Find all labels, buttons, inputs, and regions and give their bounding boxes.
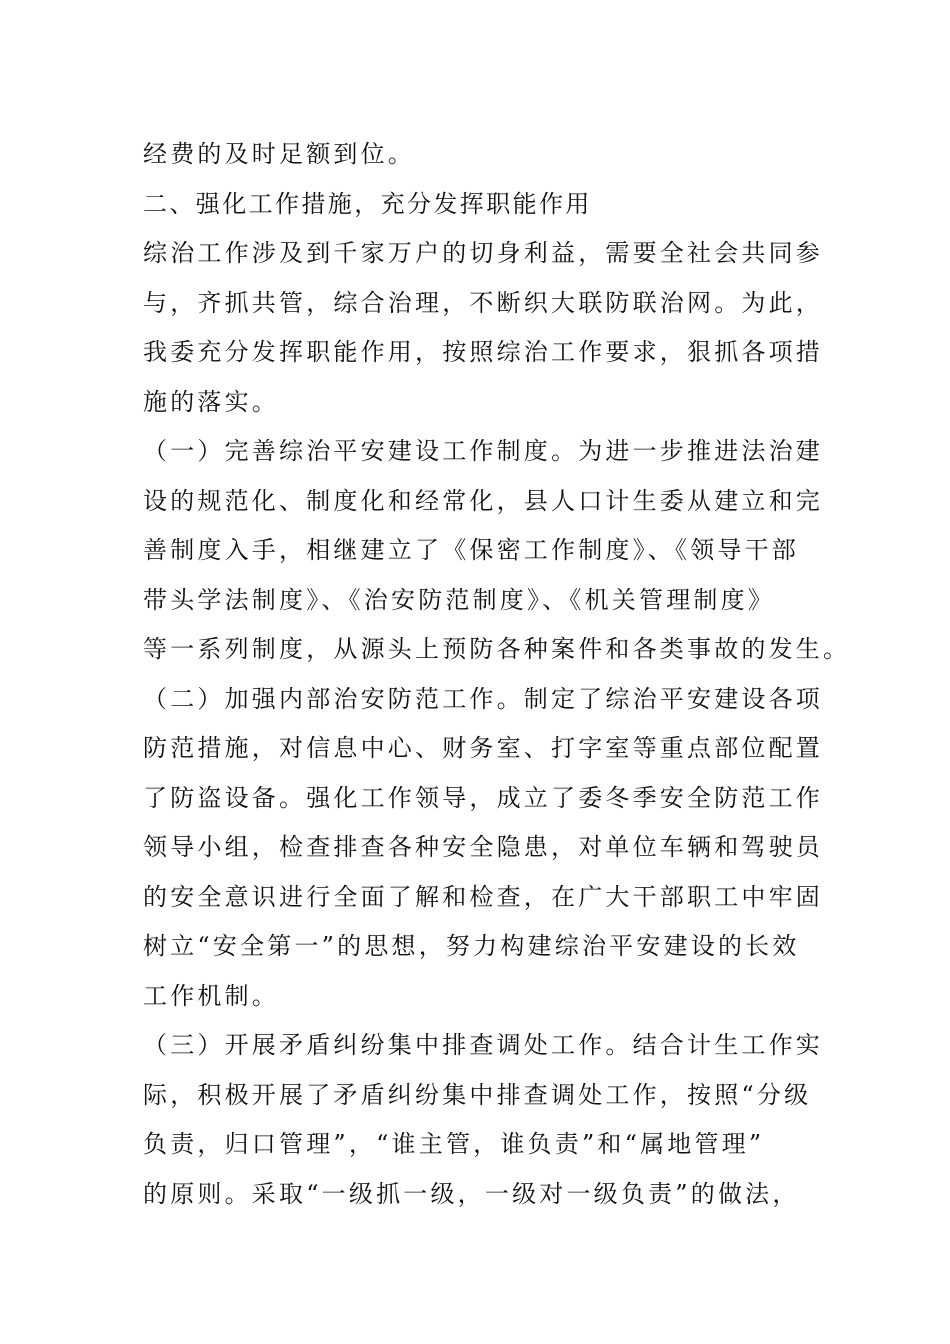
- text-line: （三）开展矛盾纠纷集中排查调处工作。结合计生工作实: [143, 1031, 823, 1059]
- text-line: 善制度入手，相继建立了《保密工作制度》、《领导干部: [143, 536, 799, 564]
- text-line: 了防盗设备。强化工作领导，成立了委冬季安全防范工作: [143, 783, 823, 812]
- text-line: 施的落实。: [143, 387, 279, 416]
- text-line: 工作机制。: [143, 981, 279, 1010]
- text-line: 设的规范化、制度化和经常化，县人口计生委从建立和完: [143, 486, 823, 515]
- text-line: 的原则。采取“一级抓一级，一级对一级负责”的做法，: [143, 1179, 800, 1208]
- text-line: 际，积极开展了矛盾纠纷集中排查调处工作，按照“分级: [143, 1080, 812, 1109]
- text-line: 经费的及时足额到位。: [143, 140, 415, 168]
- text-line: 防范措施，对信息中心、财务室、打字室等重点部位配置: [143, 734, 823, 762]
- text-line: 负责，归口管理”，“谁主管，谁负责”和“属地管理”: [143, 1130, 765, 1158]
- text-line: 综治工作涉及到千家万户的切身利益，需要全社会共同参: [143, 239, 823, 267]
- text-line: 与，齐抓共管，综合治理，不断织大联防联治网。为此，: [143, 288, 823, 317]
- document-body: [143, 130, 851, 1219]
- text-line: 领导小组，检查排查各种安全隐患，对单位车辆和驾驶员: [143, 833, 823, 861]
- text-line: 等一系列制度，从源头上预防各种案件和各类事故的发生。: [143, 635, 851, 663]
- text-line: 的安全意识进行全面了解和检查，在广大干部职工中牢固: [143, 882, 823, 911]
- text-line: （二）加强内部治安防范工作。制定了综治平安建设各项: [143, 684, 823, 713]
- text-line: （一）完善综治平安建设工作制度。为进一步推进法治建: [143, 437, 823, 465]
- text-line: 带头学法制度》、《治安防范制度》、《机关管理制度》: [143, 585, 775, 614]
- text-line: 树立“安全第一”的思想，努力构建综治平安建设的长效: [143, 932, 800, 960]
- section-heading: 二、强化工作措施，充分发挥职能作用: [143, 189, 592, 218]
- text-line: 我委充分发挥职能作用，按照综治工作要求，狠抓各项措: [143, 338, 823, 366]
